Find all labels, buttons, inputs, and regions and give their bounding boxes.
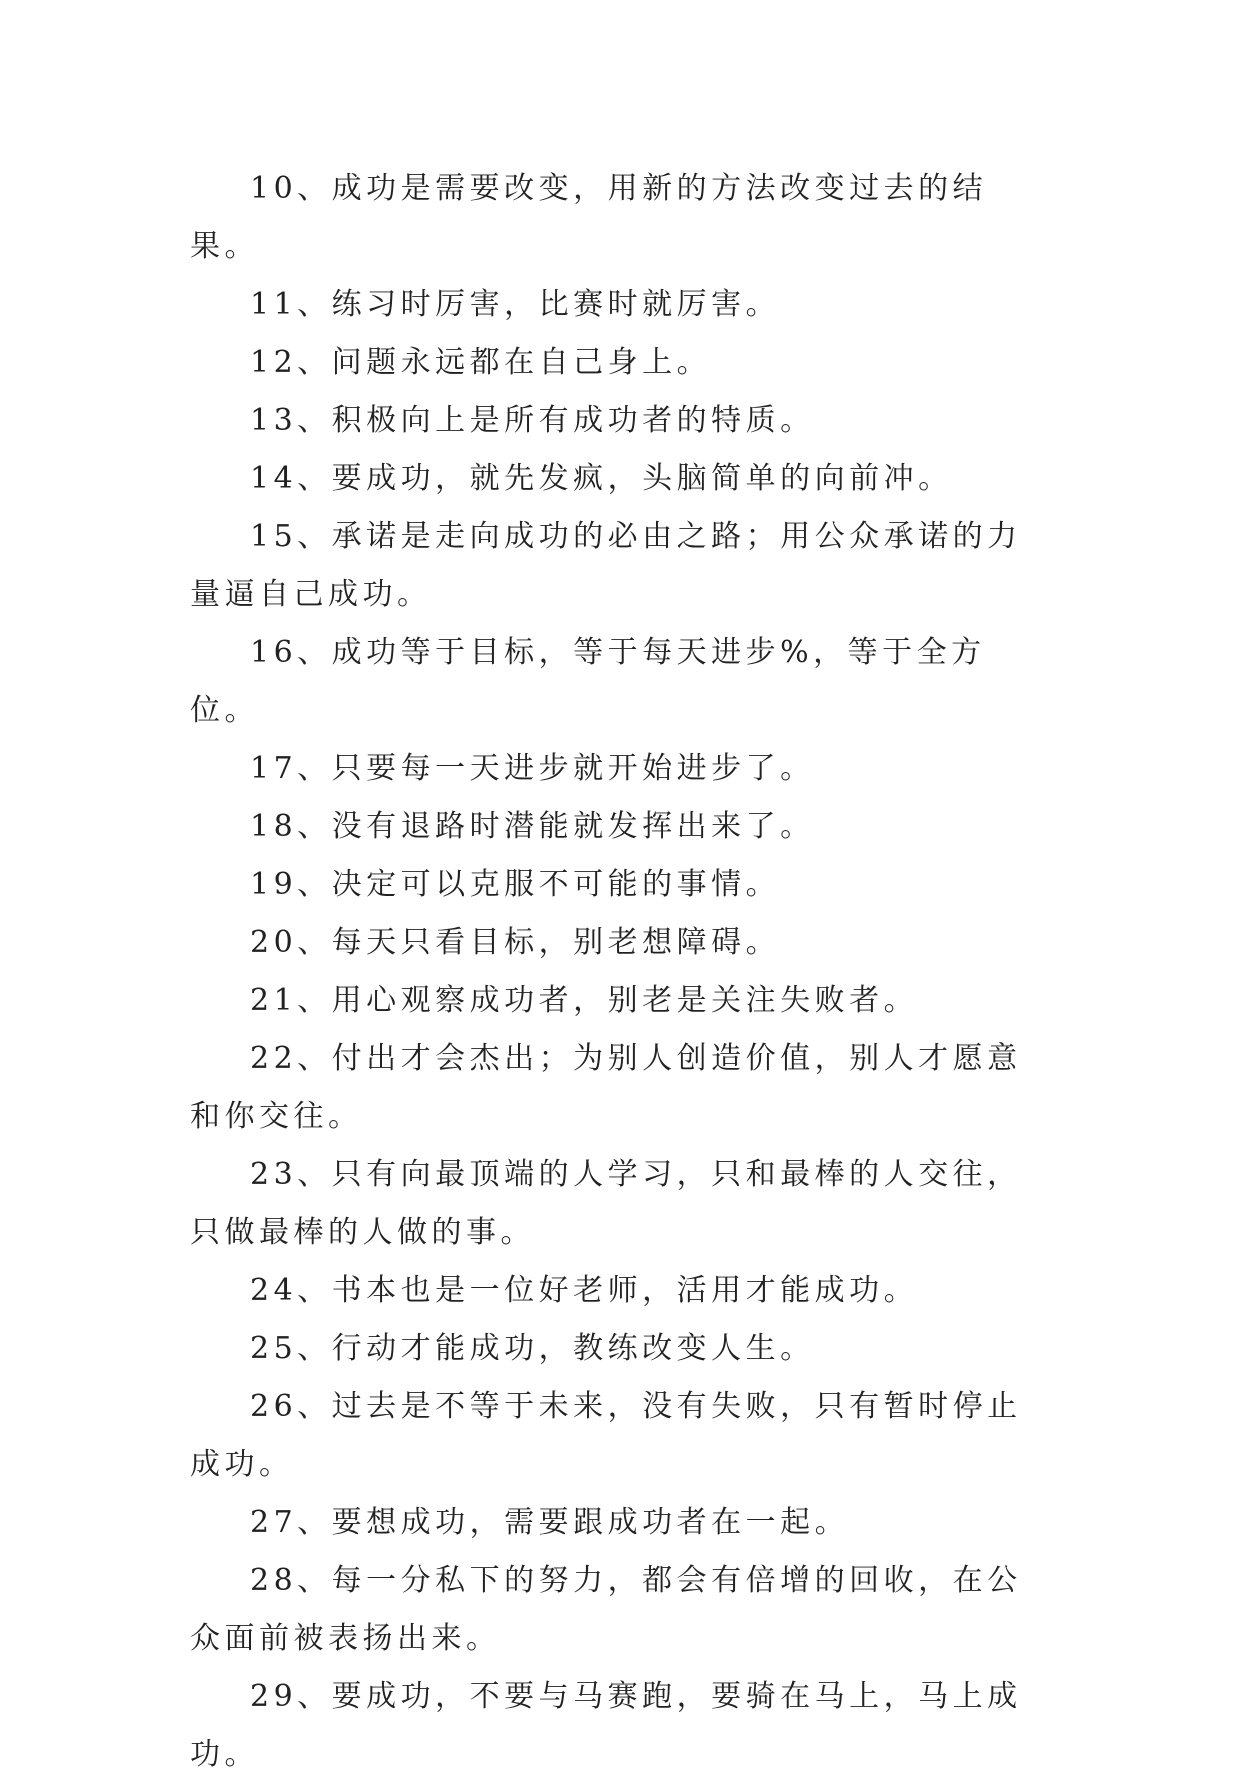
list-item: 28、每一分私下的努力，都会有倍增的回收，在公众面前被表扬出来。 — [190, 1563, 1022, 1656]
list-item: 27、要想成功，需要跟成功者在一起。 — [250, 1505, 850, 1540]
list-item: 24、书本也是一位好老师，活用才能成功。 — [250, 1273, 919, 1308]
list-item: 22、付出才会杰出；为别人创造价值，别人才愿意和你交往。 — [190, 1041, 1022, 1134]
list-item: 21、用心观察成功者，别老是关注失败者。 — [250, 983, 919, 1018]
list-item: 11、练习时厉害，比赛时就厉害。 — [250, 287, 781, 322]
list-item: 20、每天只看目标，别老想障碍。 — [250, 925, 781, 960]
list-item: 18、没有退路时潜能就发挥出来了。 — [250, 809, 815, 844]
list-item: 25、行动才能成功，教练改变人生。 — [250, 1331, 815, 1366]
list-item: 16、成功等于目标，等于每天进步%，等于全方位。 — [190, 635, 986, 728]
list-item: 19、决定可以克服不可能的事情。 — [250, 867, 781, 902]
list-item: 14、要成功，就先发疯，头脑简单的向前冲。 — [250, 461, 953, 496]
list-item: 13、积极向上是所有成功者的特质。 — [250, 403, 815, 438]
list-item: 23、只有向最顶端的人学习，只和最棒的人交往，只做最棒的人做的事。 — [190, 1157, 1022, 1250]
list-item: 29、要成功，不要与马赛跑，要骑在马上，马上成功。 — [190, 1679, 1022, 1772]
list-item: 26、过去是不等于未来，没有失败，只有暂时停止成功。 — [190, 1389, 1022, 1482]
list-item: 10、成功是需要改变，用新的方法改变过去的结果。 — [190, 171, 988, 264]
list-item: 15、承诺是走向成功的必由之路；用公众承诺的力量逼自己成功。 — [190, 519, 1022, 612]
list-item: 12、问题永远都在自己身上。 — [250, 345, 712, 380]
document-body — [190, 160, 1050, 1784]
list-item: 17、只要每一天进步就开始进步了。 — [250, 751, 815, 786]
